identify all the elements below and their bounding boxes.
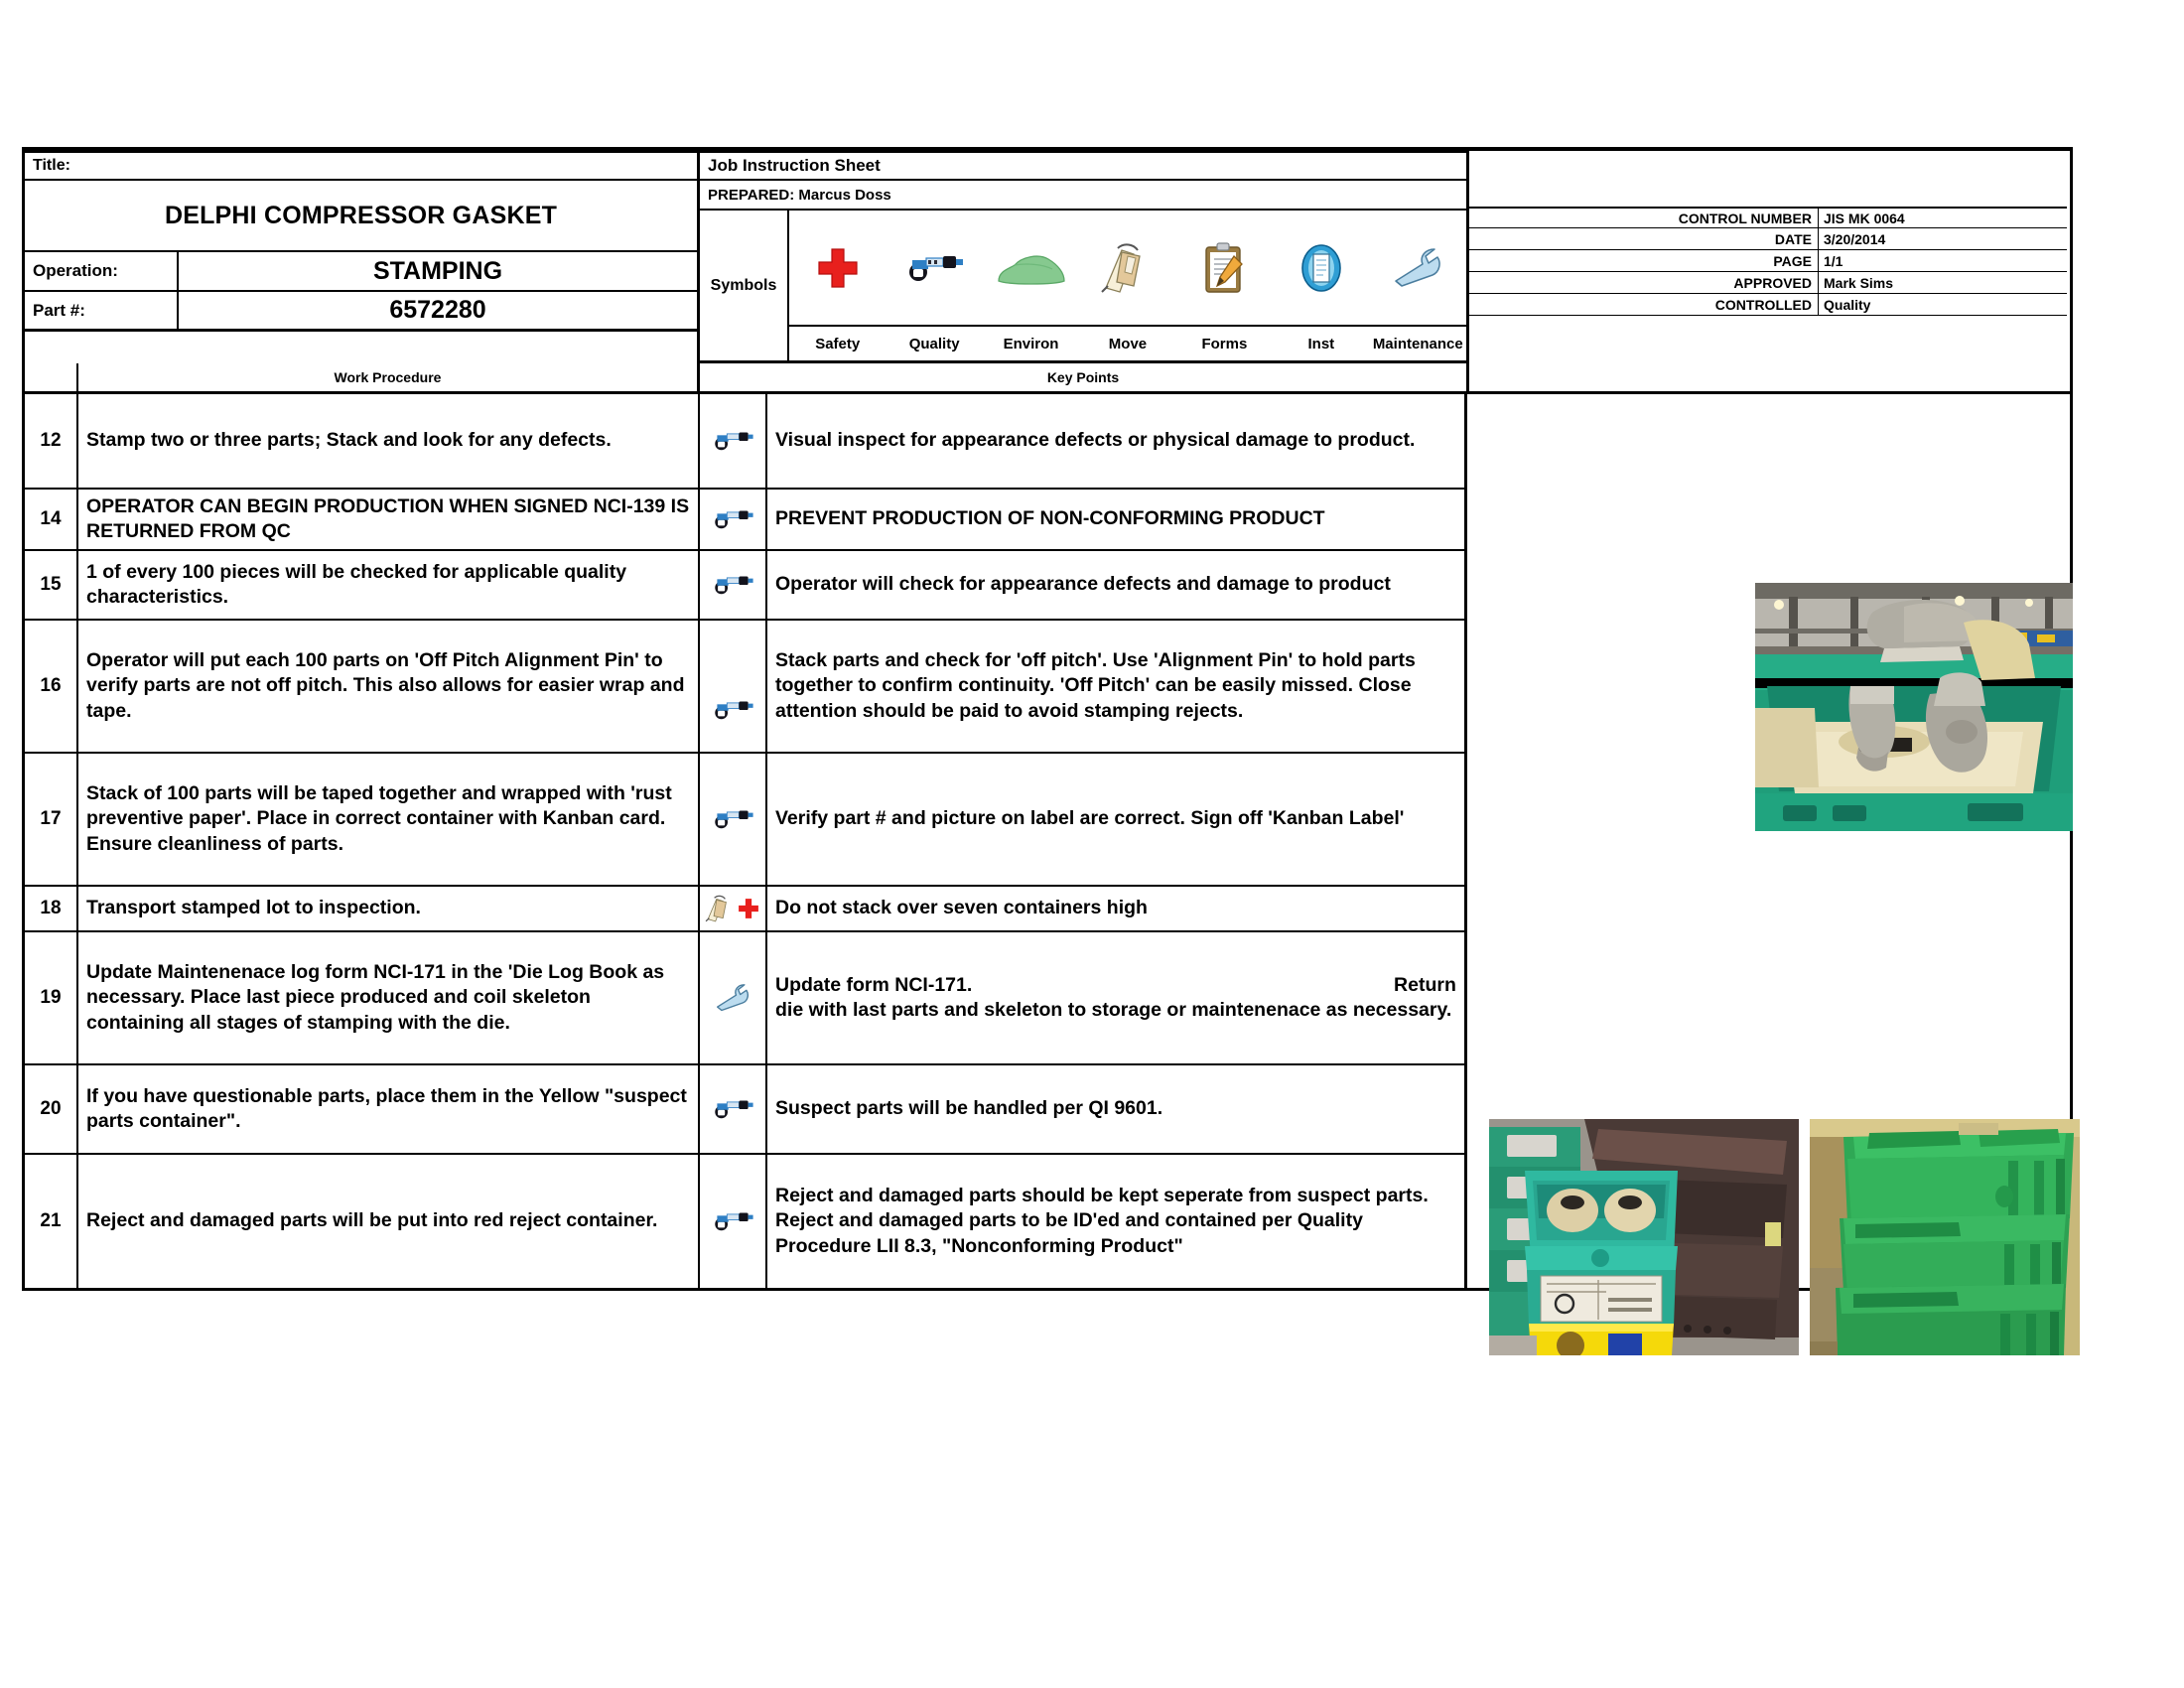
part-number-value: 6572280 [389,296,486,324]
micrometer-icon [711,1205,754,1237]
step-keypoint [767,551,1464,619]
micrometer-icon [711,1093,754,1125]
column-header-work-procedure: Work Procedure [78,363,700,391]
sheet-body [25,394,2070,1288]
step-symbols [700,1065,767,1153]
symbol-name-forms: Forms [1201,335,1248,352]
micrometer-icon [711,694,754,726]
step-number: 19 [25,932,78,1063]
step-number: 12 [25,394,78,488]
pictures-panel [1467,394,2070,1288]
step-procedure: OPERATOR CAN BEGIN PRODUCTION WHEN SIGNED NCI-139 IS RETURNED FROM QC [78,490,700,549]
meta-value-page: 1/1 [1824,252,1843,269]
step-keypoint-text: Visual inspect for appearance defects or physical damage to product. [775,429,1416,452]
step-keypoint [767,887,1464,930]
meta-row-controlled [1469,294,2067,316]
step-symbols [700,1155,767,1288]
step-number: 21 [25,1155,78,1288]
meta-value-controlled: Quality [1824,296,1871,313]
step-symbols [700,621,767,752]
step-keypoint-text: Reject and damaged parts should be kept seperate from suspect parts. Reject and damaged parts to be ID'ed and contained per Quality Procedure LII 8.3, "Nonconforming Product" [775,1184,1429,1257]
meta-row-date [1469,228,2067,250]
symbol-cell-environ [983,247,1079,289]
step-keypoint [767,621,1464,752]
column-header-row [25,363,2070,394]
meta-label-page: PAGE [1469,250,1819,271]
step-procedure: Stack of 100 parts will be taped together and wrapped with 'rust preventive paper'. Place in correct container with Kanban card. Ensure cleanliness of parts. [78,754,700,885]
step-keypoint [767,932,1464,1063]
step-keypoint [767,754,1464,885]
symbol-name-inst: Inst [1307,335,1335,352]
symbol-cell-safety [789,245,886,291]
clipboard-pencil-icon [1201,241,1247,295]
table-row [25,1065,1464,1155]
title-label: Title: [25,151,697,181]
step-symbols [700,490,767,549]
symbol-cell-move [1079,242,1175,294]
micrometer-icon [711,569,754,601]
step-keypoint-text: Do not stack over seven containers high [775,897,1148,919]
step-keypoint [767,490,1464,549]
symbol-cell-inst [1273,243,1369,293]
meta-label-date: DATE [1469,228,1819,249]
document-title: DELPHI COMPRESSOR GASKET [25,181,697,252]
step-keypoint-text: Suspect parts will be handled per QI 9601. [775,1097,1163,1120]
micrometer-icon [903,246,965,290]
instruction-oval-icon [1299,243,1343,293]
moving-boxes-icon [705,893,735,924]
micrometer-icon [711,503,754,535]
step-symbols [700,551,767,619]
meta-label-controlled: CONTROLLED [1469,294,1819,315]
meta-row-control-number [1469,207,2067,228]
step-keypoint-text: Verify part # and picture on label are correct. Sign off 'Kanban Label' [775,807,1405,830]
green-leaf-car-icon [995,247,1068,289]
step-keypoint-text: Stack parts and check for 'off pitch'. Use 'Alignment Pin' to hold parts together to confirm continuity. 'Off Pitch' can be easily missed. Close attention should be paid to avoid stamping rejects. [775,648,1416,722]
symbol-name-maintenance: Maintenance [1372,335,1463,352]
meta-label-approved: APPROVED [1469,272,1819,293]
prepared-by: PREPARED: Marcus Doss [700,181,1466,211]
table-row [25,754,1464,887]
procedure-table [25,394,1467,1288]
step-keypoint-text: PREVENT PRODUCTION OF NON-CONFORMING PRODUCT [775,507,1325,530]
part-number-row [25,292,697,332]
symbols-label: Symbols [700,211,789,360]
column-header-pictures [1469,363,2070,391]
step-keypoint [767,1155,1464,1288]
meta-row-page [1469,250,2067,272]
symbol-name-safety: Safety [815,335,861,352]
symbol-name-quality: Quality [908,335,960,352]
step-number: 16 [25,621,78,752]
meta-value-approved: Mark Sims [1824,274,1894,291]
wrench-icon [713,982,752,1014]
step-procedure: 1 of every 100 pieces will be checked for applicable quality characteristics. [78,551,700,619]
meta-label-control-number: CONTROL NUMBER [1469,209,1819,227]
table-row [25,551,1464,621]
step-symbols [700,394,767,488]
table-row [25,1155,1464,1288]
table-row [25,394,1464,490]
symbol-name-environ: Environ [1003,335,1059,352]
moving-boxes-icon [1100,242,1156,294]
symbols-legend [700,211,1466,363]
step-procedure: Stamp two or three parts; Stack and look for any defects. [78,394,700,488]
step-procedure: Transport stamped lot to inspection. [78,887,700,930]
sheet-header [25,151,2070,363]
step-number: 20 [25,1065,78,1153]
step-symbols [700,887,767,930]
table-row [25,621,1464,754]
operation-label: Operation: [25,252,179,290]
operation-row [25,252,697,292]
photo-hands-placing-wrapped-parts-in-green-tote [1755,583,2073,831]
column-header-key-points: Key Points [700,363,1469,391]
photo-stacked-green-containers [1810,1119,2080,1355]
meta-value-date: 3/20/2014 [1824,230,1886,247]
step-number: 18 [25,887,78,930]
step-keypoint-text [775,973,1456,1024]
table-row [25,932,1464,1065]
photo-stacked-totes-with-kanban-label-and-yellow-container [1489,1119,1799,1355]
meta-row-approved [1469,272,2067,294]
step-keypoint [767,394,1464,488]
symbol-name-move: Move [1108,335,1148,352]
step-number: 17 [25,754,78,885]
step-number: 14 [25,490,78,549]
part-number-label: Part #: [25,292,179,329]
symbols-grid [789,211,1466,360]
table-row [25,490,1464,551]
step-symbols [700,932,767,1063]
sheet-type-title: Job Instruction Sheet [700,151,1466,181]
keypoint-line-right: Return [1394,973,1456,996]
header-left-block [25,151,700,363]
micrometer-icon [711,425,754,457]
symbol-cell-quality [886,246,982,290]
step-procedure: Reject and damaged parts will be put into red reject container. [78,1155,700,1288]
header-middle-block [700,151,1469,363]
step-symbols [700,754,767,885]
symbol-cell-maintenance [1370,245,1466,291]
operation-value: STAMPING [372,256,503,285]
step-procedure: Update Maintenenace log form NCI-171 in the 'Die Log Book as necessary. Place last piece produced and coil skeleton containing all stages of stamping with the die. [78,932,700,1063]
step-keypoint [767,1065,1464,1153]
safety-cross-icon [737,897,760,920]
symbols-icon-row [789,211,1466,327]
symbol-cell-forms [1176,241,1273,295]
keypoint-remaining-text: die with last parts and skeleton to storage or maintenenace as necessary. [775,999,1452,1021]
step-number: 15 [25,551,78,619]
keypoint-line-left: Update form NCI-171. [775,973,973,996]
wrench-icon [1390,245,1445,291]
table-row [25,887,1464,932]
step-keypoint-text: Operator will check for appearance defects and damage to product [775,573,1391,596]
step-procedure: If you have questionable parts, place them in the Yellow "suspect parts container". [78,1065,700,1153]
keypoint-first-line [775,973,1456,998]
micrometer-icon [711,803,754,835]
header-right-block [1469,151,2067,363]
column-header-step-number [25,363,78,391]
symbols-name-row [789,327,1466,360]
meta-value-control-number: JIS MK 0064 [1824,210,1905,226]
step-procedure: Operator will put each 100 parts on 'Off Pitch Alignment Pin' to verify parts are not off pitch. This also allows for easier wrap and tape. [78,621,700,752]
safety-cross-icon [815,245,861,291]
sheet-border [22,147,2073,1291]
